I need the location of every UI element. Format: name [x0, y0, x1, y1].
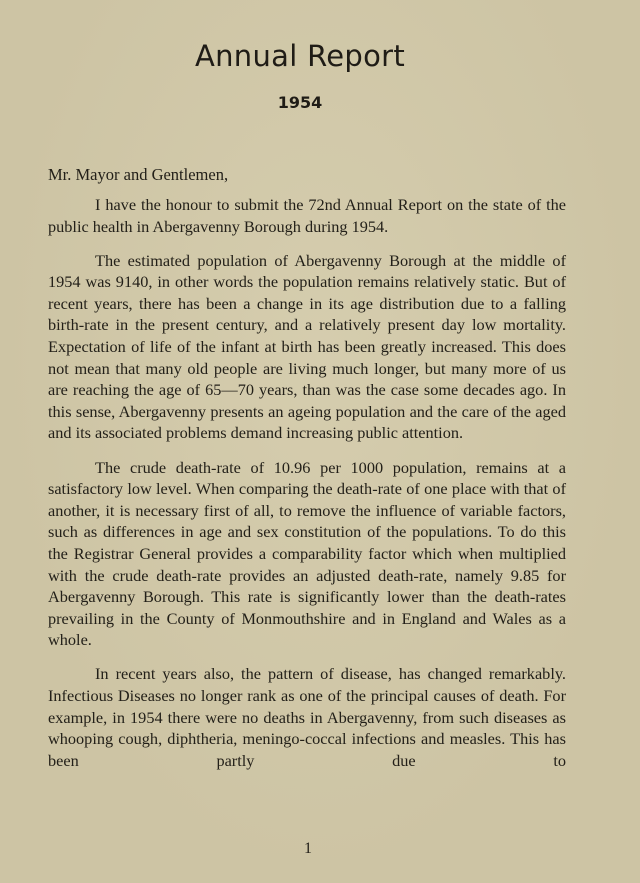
paragraph-death-rate: The crude death-rate of 10.96 per 1000 population, remains at a satisfactory low level. When comparing the death-rate of one place with that of another, it is necessary first of all, to remove the influence of variable factors, such as differences in age and sex constitution of the populations. To do this the Registrar General provides a comparability factor which when multiplied with the crude death-rate provides an adjusted death-rate, namely 9.85 for Abergavenny Borough. This rate is significantly lower than the death-rates prevailing in the County of Monmouthshire and in England and Wales as a whole. — [48, 457, 566, 650]
report-year: 1954 — [277, 93, 323, 112]
paragraph-intro: I have the honour to submit the 72nd Annual Report on the state of the public health in Abergavenny Borough during 1954. — [48, 195, 566, 236]
report-title: Annual Report — [194, 39, 406, 73]
paragraph-population: The estimated population of Abergavenny Borough at the middle of 1954 was 9140, in other words the population remains relatively static. But of recent years, there has been a change in its age distribution due to a falling birth-rate in the present century, and a relatively present day low mortality. Expectation of life of the infant at birth has been greatly increased. This does not mean that many old people are living much longer, but many more of us are reaching the age of 65—70 years, than was the case some decades ago. In this sense, Abergavenny presents an ageing population and the care of the aged and its associated problems demand increasing public attention. — [48, 250, 566, 443]
page-number: 1 — [304, 840, 312, 857]
salutation: Mr. Mayor and Gentlemen, — [48, 165, 229, 184]
paragraph-disease-pattern: In recent years also, the pattern of disease, has changed remarkably. Infectious Diseases no longer rank as one of the principal causes of death. For example, in 1954 there were no deaths in Abergavenny, from such diseases as whooping cough, diphtheria, meningo-coccal infections and measles. This has been partly due to — [48, 664, 566, 770]
report-body — [48, 194, 566, 784]
